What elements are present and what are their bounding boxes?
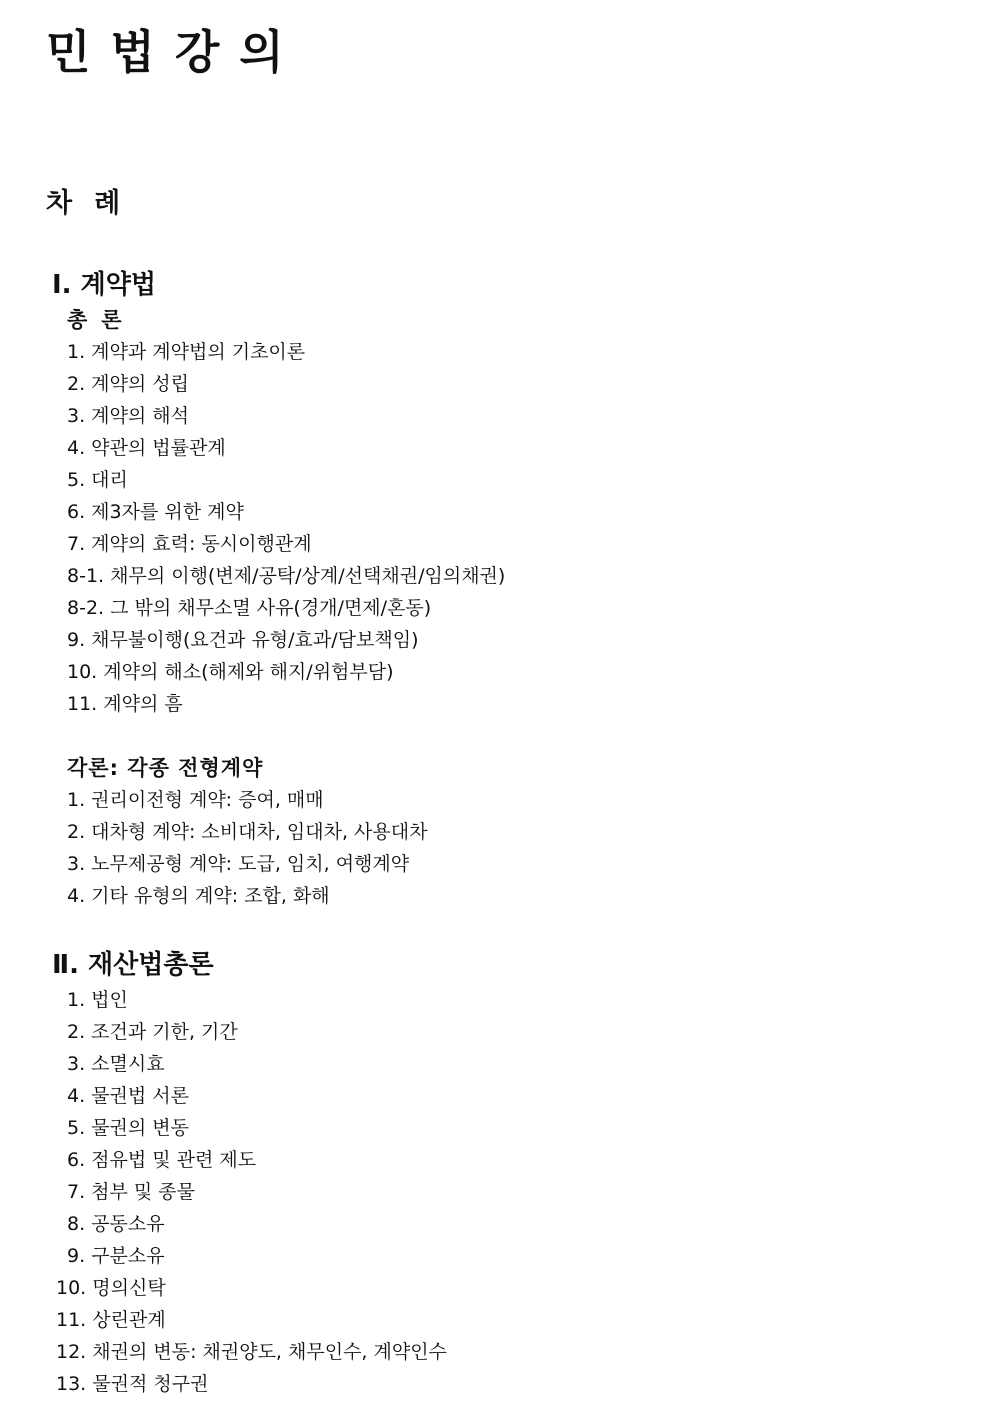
toc-item: 10. 계약의 해소(해제와 해지/위험부담) (67, 661, 394, 683)
toc-heading: 차례 (46, 188, 143, 219)
section-title: 총론 (67, 308, 136, 332)
toc-part-property-law (0, 946, 992, 1400)
toc-item: 9. 채무불이행(요건과 유형/효과/담보책임) (67, 629, 419, 651)
toc-list (0, 784, 992, 912)
toc-item: 8-2. 그 밖의 채무소멸 사유(경개/면제/혼동) (67, 597, 432, 619)
toc-item: 8-1. 채무의 이행(변제/공탁/상계/선택채권/임의채권) (67, 565, 506, 587)
toc-item: 11. 상린관계 (56, 1309, 166, 1331)
toc-item: 5. 물권의 변동 (67, 1117, 189, 1139)
toc-item: 4. 약관의 법률관계 (67, 437, 226, 459)
toc-item: 13. 물권적 청구권 (56, 1373, 209, 1395)
toc-list (0, 984, 992, 1400)
toc-item: 1. 계약과 계약법의 기초이론 (67, 341, 306, 363)
toc-item: 2. 대차형 계약: 소비대차, 임대차, 사용대차 (67, 821, 428, 843)
toc-item: 4. 물권법 서론 (67, 1085, 189, 1107)
toc-item: 2. 계약의 성립 (67, 373, 189, 395)
toc-item: 3. 계약의 해석 (67, 405, 189, 427)
toc-item: 12. 채권의 변동: 채권양도, 채무인수, 계약인수 (56, 1341, 447, 1363)
section-title: 각론: 각종 전형계약 (67, 756, 264, 780)
toc-item: 2. 조건과 기한, 기간 (67, 1021, 238, 1043)
toc-item: 1. 권리이전형 계약: 증여, 매매 (67, 789, 324, 811)
part-title: Ⅰ. 계약법 (52, 270, 156, 300)
toc-item: 10. 명의신탁 (56, 1277, 166, 1299)
toc-item: 7. 첨부 및 종물 (67, 1181, 196, 1203)
toc-item: 3. 소멸시효 (67, 1053, 165, 1075)
toc-list (0, 336, 992, 720)
document-title: 민법강의 (46, 25, 304, 79)
toc-item: 1. 법인 (67, 989, 128, 1011)
part-title: Ⅱ. 재산법총론 (52, 950, 214, 980)
toc-item: 8. 공동소유 (67, 1213, 165, 1235)
toc-item: 3. 노무제공형 계약: 도급, 임치, 여행계약 (67, 853, 410, 875)
toc-item: 6. 제3자를 위한 계약 (67, 501, 244, 523)
toc-item: 7. 계약의 효력: 동시이행관계 (67, 533, 312, 555)
toc-item: 6. 점유법 및 관련 제도 (67, 1149, 257, 1171)
toc-item: 4. 기타 유형의 계약: 조합, 화해 (67, 885, 330, 907)
toc-part-contract-law (0, 266, 992, 912)
toc-item: 11. 계약의 흠 (67, 693, 183, 715)
section-spacer (0, 720, 992, 752)
toc-item: 9. 구분소유 (67, 1245, 165, 1267)
toc-item: 5. 대리 (67, 469, 128, 491)
